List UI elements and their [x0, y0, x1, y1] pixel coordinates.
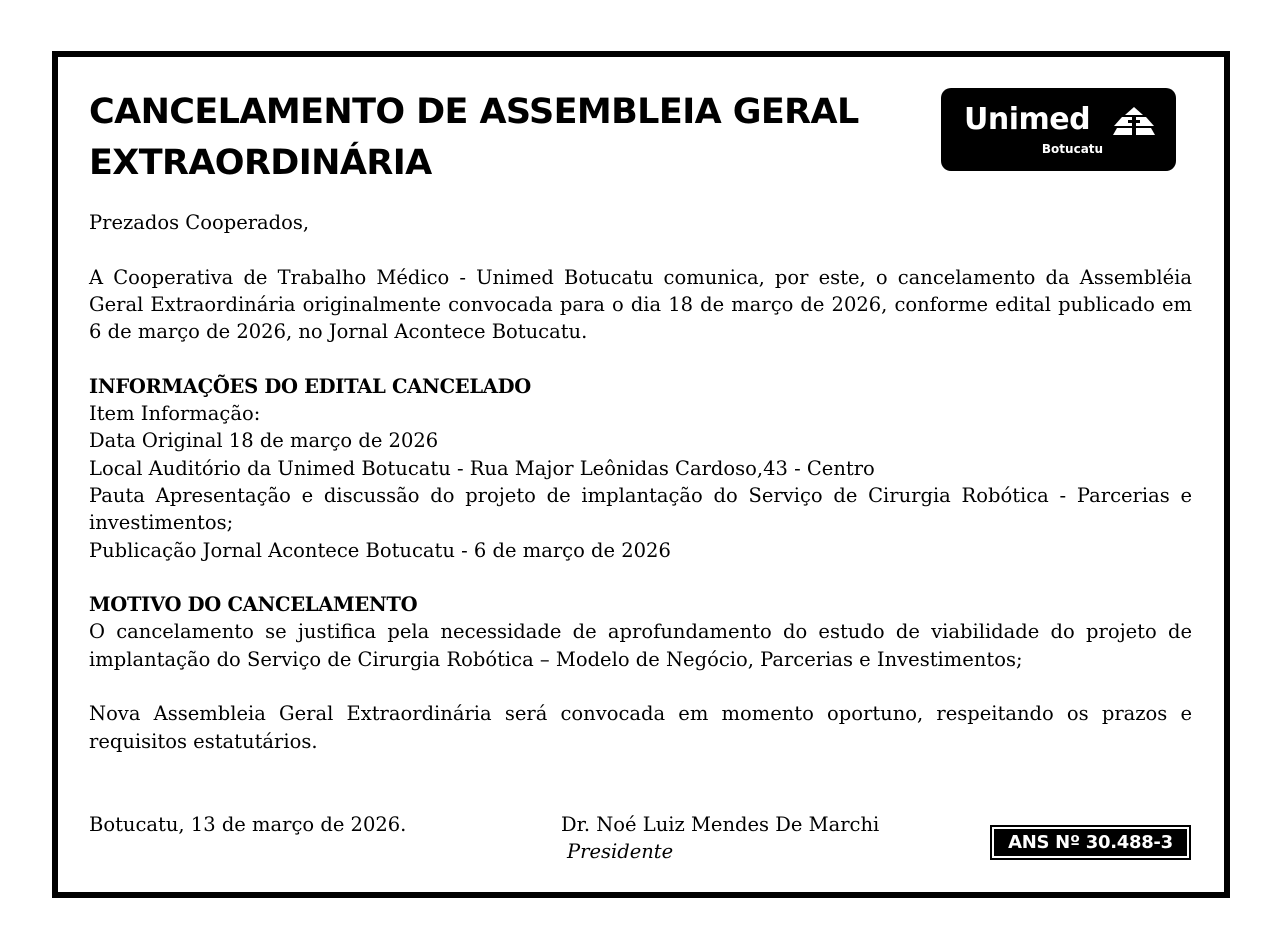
info-item: Item Informação:	[89, 402, 261, 426]
intro-paragraph: A Cooperativa de Trabalho Médico - Unimed Botucatu comunica, por este, o cancelamento da Assembléia Geral Extraordinária originalmente convocada para o dia 18 de março de 2026, conforme edital publicado em 6 de março de 2026, no Jornal Acontece Botucatu.	[89, 265, 1192, 344]
ans-badge	[990, 825, 1191, 860]
reason-paragraph: O cancelamento se justifica pela necessidade de aprofundamento do estudo de viabilidade do projeto de implantação do Serviço de Cirurgia Robótica – Modelo de Negócio, Parcerias e Investimentos;	[89, 620, 1192, 671]
logo-subtitle: Botucatu	[1041, 142, 1104, 156]
spacer	[89, 345, 1192, 372]
info-item: Data Original 18 de março de 2026	[89, 429, 439, 453]
info-item: Publicação Jornal Acontece Botucatu - 6 de março de 2026	[89, 538, 671, 562]
info-heading: INFORMAÇÕES DO EDITAL CANCELADO	[89, 374, 531, 398]
spacer	[89, 564, 1192, 591]
notice-title	[89, 87, 919, 189]
reason-heading: MOTIVO DO CANCELAMENTO	[89, 593, 418, 617]
signature-block	[561, 811, 879, 865]
spacer	[89, 236, 1192, 263]
greeting: Prezados Cooperados,	[89, 211, 310, 234]
spacer	[89, 673, 1192, 700]
info-item: Local Auditório da Unimed Botucatu - Rua Major Leônidas Cardoso,43 - Centro	[89, 456, 875, 480]
logo-wordmark: Unimed	[964, 102, 1091, 137]
unimed-tree-icon	[1113, 106, 1155, 136]
closing-paragraph: Nova Assembleia Geral Extraordinária será convocada em momento oportuno, respeitando os prazos e requisitos estatutários.	[89, 702, 1192, 753]
ans-number: ANS Nº 30.488-3	[994, 829, 1187, 856]
info-item: Pauta Apresentação e discussão do projeto de implantação do Serviço de Cirurgia Robótica - Parcerias e investimentos;	[89, 483, 1192, 535]
signatory-name: Dr. Noé Luiz Mendes De Marchi	[561, 813, 880, 836]
unimed-logo	[941, 88, 1176, 171]
title-line-1: CANCELAMENTO DE ASSEMBLEIA GERAL	[89, 92, 859, 132]
title-line-2: EXTRAORDINÁRIA	[89, 143, 432, 183]
notice-body	[89, 209, 1192, 755]
city-date: Botucatu, 13 de março de 2026.	[89, 813, 407, 836]
cancellation-notice	[52, 51, 1230, 898]
signatory-role: Presidente	[567, 840, 674, 863]
